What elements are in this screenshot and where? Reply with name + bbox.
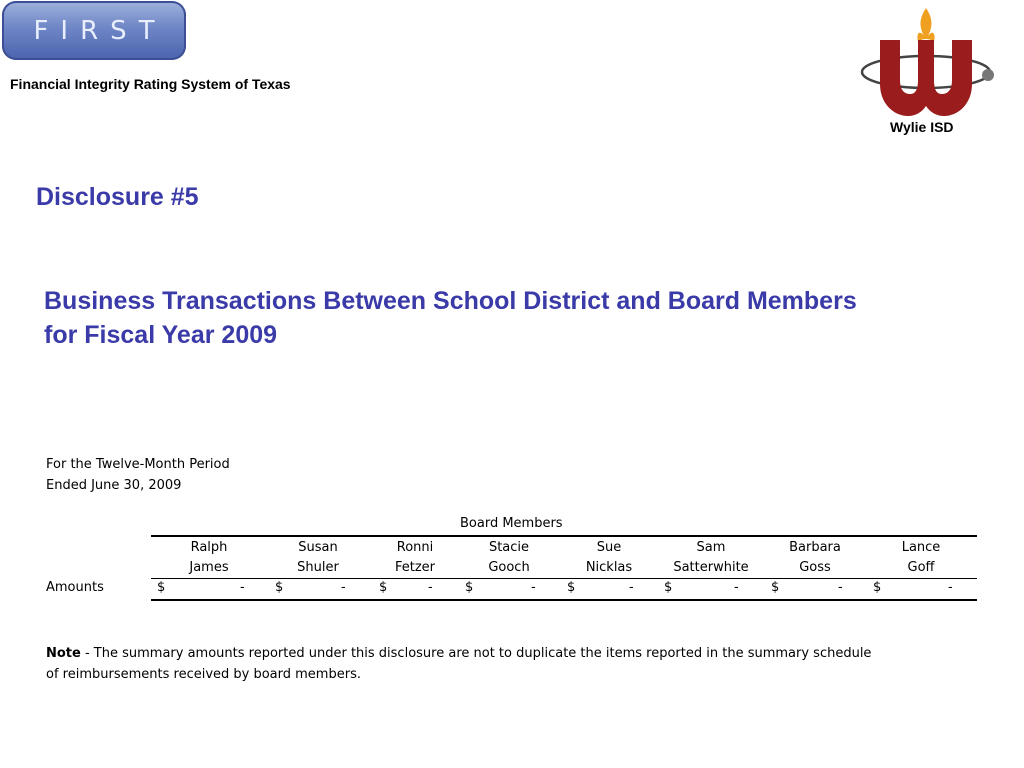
member-first-name: Barbara <box>789 540 841 555</box>
org-name: Financial Integrity Rating System of Texas <box>10 76 291 92</box>
member-last-name: Gooch <box>488 560 530 575</box>
note-text-continued: of reimbursements received by board members. <box>46 667 361 682</box>
currency-symbol: $ <box>664 580 673 595</box>
currency-symbol: $ <box>771 580 780 595</box>
member-last-name: Fetzer <box>394 560 436 575</box>
member-last-name: Goff <box>907 560 935 575</box>
member-header <box>263 538 373 578</box>
currency-symbol: $ <box>873 580 882 595</box>
member-header <box>656 538 766 578</box>
member-header <box>554 538 664 578</box>
board-members-header: Board Members <box>460 516 563 531</box>
note-text: - The summary amounts reported under this disclosure are not to duplicate the items reported in the summary schedule <box>80 646 872 661</box>
currency-symbol: $ <box>465 580 474 595</box>
member-last-name: James <box>189 560 229 575</box>
member-last-name: Nicklas <box>585 560 633 575</box>
currency-symbol: $ <box>567 580 576 595</box>
amount-value: - <box>531 580 536 595</box>
disclosure-title: Disclosure #5 <box>36 183 199 211</box>
first-logo-text: FIRST <box>33 15 167 46</box>
period-line-1: For the Twelve-Month Period <box>46 457 230 472</box>
amount-value: - <box>734 580 739 595</box>
currency-symbol: $ <box>157 580 166 595</box>
amount-value: - <box>948 580 953 595</box>
currency-symbol: $ <box>275 580 284 595</box>
first-logo <box>2 1 186 60</box>
member-last-name: Satterwhite <box>673 560 749 575</box>
amount-value: - <box>341 580 346 595</box>
amount-value: - <box>838 580 843 595</box>
member-first-name: Ralph <box>190 540 228 555</box>
member-header <box>154 538 264 578</box>
member-header <box>760 538 870 578</box>
member-first-name: Susan <box>298 540 338 555</box>
member-first-name: Sue <box>596 540 622 555</box>
member-first-name: Ronni <box>396 540 434 555</box>
page-headline: Business Transactions Between School District and Board Members for Fiscal Year 2009 <box>44 287 857 349</box>
member-last-name: Goss <box>799 560 831 575</box>
district-logo-icon <box>858 2 998 122</box>
period-text <box>46 454 230 496</box>
amount-value: - <box>428 580 433 595</box>
district-name: Wylie ISD <box>890 119 954 135</box>
amount-value: - <box>629 580 634 595</box>
table-rule-top <box>151 535 977 537</box>
period-line-2: Ended June 30, 2009 <box>46 478 182 493</box>
member-first-name: Stacie <box>488 540 530 555</box>
currency-symbol: $ <box>379 580 388 595</box>
member-last-name: Shuler <box>297 560 339 575</box>
member-first-name: Lance <box>901 540 941 555</box>
amounts-row-label: Amounts <box>46 580 104 595</box>
table-rule-bottom <box>151 599 977 601</box>
note-label: Note <box>46 646 81 661</box>
disclosure-note <box>46 643 946 685</box>
member-first-name: Sam <box>696 540 726 555</box>
amount-value: - <box>240 580 245 595</box>
member-header <box>454 538 564 578</box>
table-rule-mid <box>151 578 977 579</box>
member-header <box>866 538 976 578</box>
